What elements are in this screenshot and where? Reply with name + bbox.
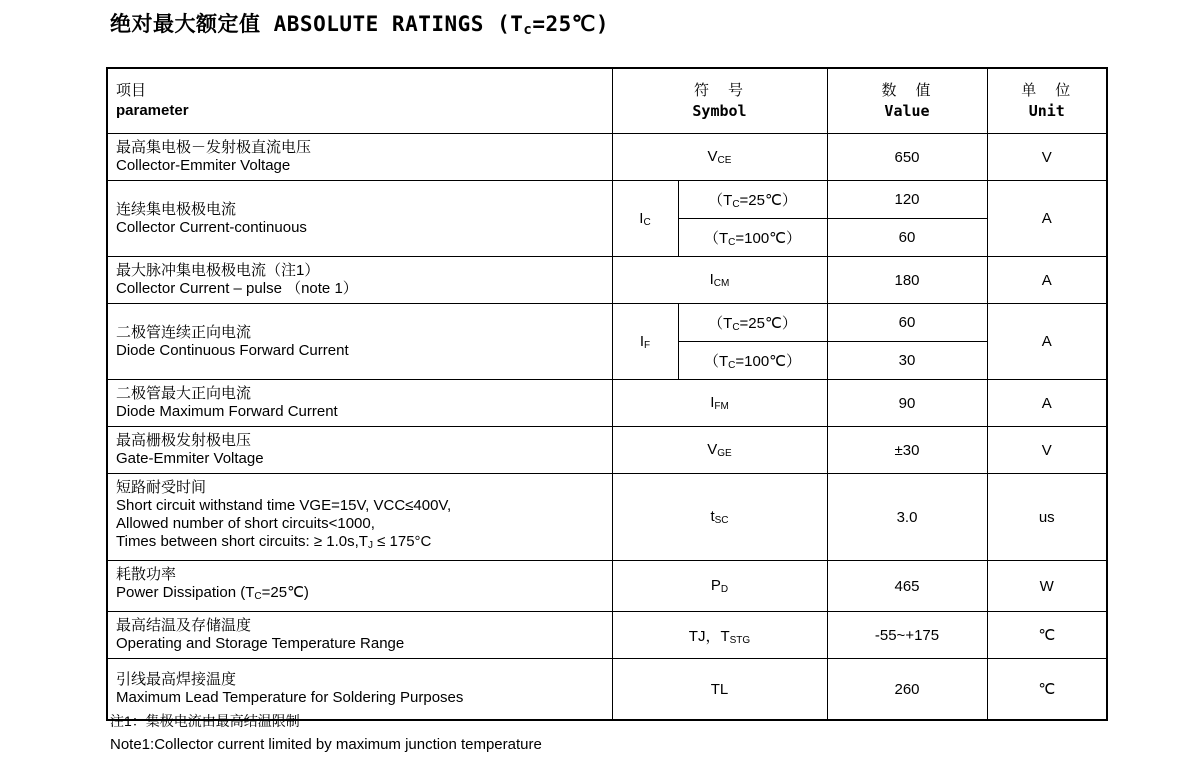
header-unit bbox=[987, 68, 1107, 134]
table-row bbox=[107, 181, 1107, 219]
parameter-cell bbox=[107, 134, 612, 181]
unit-cell: A bbox=[987, 181, 1107, 257]
parameter-zh: 最高集电极－发射极直流电压 bbox=[116, 139, 312, 156]
unit-cell: V bbox=[987, 427, 1107, 474]
unit-cell: A bbox=[987, 380, 1107, 427]
parameter-zh: 最高结温及存储温度 bbox=[116, 617, 252, 634]
header-parameter-zh: 项目 bbox=[116, 82, 147, 99]
unit-cell: V bbox=[987, 134, 1107, 181]
value-cell: 90 bbox=[827, 380, 987, 427]
parameter-en: Maximum Lead Temperature for Soldering Purposes bbox=[116, 689, 464, 706]
symbol-cell: $I_F$ bbox=[612, 304, 678, 380]
condition-cell: $(T_C=25℃)$ bbox=[678, 181, 827, 219]
table-row bbox=[107, 427, 1107, 474]
parameter-en: Collector Current-continuous bbox=[116, 218, 307, 236]
parameter-cell bbox=[107, 474, 612, 561]
parameter-en: Allowed number of short circuits<1000, bbox=[116, 515, 375, 532]
symbol-cell: $t_{SC}$ bbox=[612, 474, 827, 561]
header-symbol-zh: 符 号 bbox=[693, 82, 745, 99]
table-row bbox=[107, 257, 1107, 304]
unit-cell: A bbox=[987, 257, 1107, 304]
parameter-en: Collector-Emmiter Voltage bbox=[116, 157, 291, 174]
parameter-cell bbox=[107, 257, 612, 304]
header-value bbox=[827, 68, 987, 134]
parameter-zh: 最高栅极发射极电压 bbox=[116, 432, 252, 449]
parameter-en: Gate-Emmiter Voltage bbox=[116, 450, 264, 467]
parameter-en: Collector Current – pulse （note 1） bbox=[116, 280, 358, 297]
symbol-cell: $I_{FM}$ bbox=[612, 380, 827, 427]
table-header bbox=[107, 68, 1107, 134]
parameter-en: Diode Maximum Forward Current bbox=[116, 403, 338, 420]
parameter-zh: 连续集电极极电流 bbox=[116, 200, 237, 218]
parameter-en: Power Dissipation $(T_C=25℃)$ bbox=[116, 584, 309, 602]
condition-cell: $(T_C=100℃)$ bbox=[678, 342, 827, 380]
unit-cell: A bbox=[987, 304, 1107, 380]
value-cell: 260 bbox=[827, 659, 987, 721]
parameter-en: Times between short circuits: ≥ $1.0s,T_J \le 175^\circ C$ bbox=[116, 533, 432, 551]
header-symbol-en: Symbol bbox=[692, 102, 747, 120]
table-row bbox=[107, 561, 1107, 612]
table-row bbox=[107, 304, 1107, 342]
header-unit-zh: 单 位 bbox=[1021, 82, 1073, 99]
parameter-zh: 短路耐受时间 bbox=[116, 479, 207, 496]
header-row bbox=[107, 68, 1107, 134]
symbol-cell: $I_C$ bbox=[612, 181, 678, 257]
value-cell: 120 bbox=[827, 181, 987, 219]
header-value-en: Value bbox=[884, 102, 930, 120]
parameter-cell bbox=[107, 304, 612, 380]
footnote-zh: 注1：集极电流由最高结温限制 bbox=[110, 713, 300, 729]
parameter-cell bbox=[107, 380, 612, 427]
unit-cell: W bbox=[987, 561, 1107, 612]
parameter-zh: 二极管连续正向电流 bbox=[116, 323, 252, 341]
value-cell: 180 bbox=[827, 257, 987, 304]
value-cell: 60 bbox=[827, 304, 987, 342]
parameter-cell bbox=[107, 612, 612, 659]
unit-cell: ℃ bbox=[987, 612, 1107, 659]
value-cell: ±30 bbox=[827, 427, 987, 474]
parameter-en: Short circuit withstand time VGE=15V, VCC≤400V, bbox=[116, 497, 452, 514]
parameter-zh: 最大脉冲集电极极电流（注1） bbox=[116, 262, 320, 279]
value-cell: 3.0 bbox=[827, 474, 987, 561]
condition-cell: $(T_C=25℃)$ bbox=[678, 304, 827, 342]
header-parameter-en: parameter bbox=[116, 102, 189, 119]
header-symbol bbox=[612, 68, 827, 134]
footnotes bbox=[110, 710, 542, 756]
symbol-cell: TJ，$T_{STG}$ bbox=[612, 612, 827, 659]
table-row bbox=[107, 474, 1107, 561]
table-row bbox=[107, 380, 1107, 427]
header-parameter bbox=[107, 68, 612, 134]
value-cell: 60 bbox=[827, 219, 987, 257]
parameter-en: Diode Continuous Forward Current bbox=[116, 341, 349, 359]
header-value-zh: 数 值 bbox=[881, 82, 933, 99]
symbol-cell: TL bbox=[612, 659, 827, 721]
absolute-ratings-table bbox=[106, 67, 1108, 721]
symbol-cell: $P_D$ bbox=[612, 561, 827, 612]
page-title: 绝对最大额定值 ABSOLUTE RATINGS $(T_c=25℃)$ bbox=[110, 12, 609, 38]
parameter-zh: 二极管最大正向电流 bbox=[116, 385, 252, 402]
parameter-zh: 引线最高焊接温度 bbox=[116, 671, 237, 688]
parameter-cell bbox=[107, 561, 612, 612]
footnote-en: Note1:Collector current limited by maximum junction temperature bbox=[110, 736, 542, 753]
unit-cell: us bbox=[987, 474, 1107, 561]
ratings-table-body bbox=[107, 134, 1107, 721]
value-cell: 650 bbox=[827, 134, 987, 181]
value-cell: -55~+175 bbox=[827, 612, 987, 659]
header-unit-en: Unit bbox=[1028, 102, 1065, 120]
symbol-cell: $V_{GE}$ bbox=[612, 427, 827, 474]
condition-cell: $(T_C=100℃)$ bbox=[678, 219, 827, 257]
symbol-cell: $V_{CE}$ bbox=[612, 134, 827, 181]
unit-cell: ℃ bbox=[987, 659, 1107, 721]
parameter-cell bbox=[107, 427, 612, 474]
table-row bbox=[107, 134, 1107, 181]
parameter-en: Operating and Storage Temperature Range bbox=[116, 635, 405, 652]
parameter-cell bbox=[107, 181, 612, 257]
table-row bbox=[107, 612, 1107, 659]
parameter-zh: 耗散功率 bbox=[116, 566, 177, 583]
value-cell: 465 bbox=[827, 561, 987, 612]
symbol-cell: $I_{CM}$ bbox=[612, 257, 827, 304]
value-cell: 30 bbox=[827, 342, 987, 380]
